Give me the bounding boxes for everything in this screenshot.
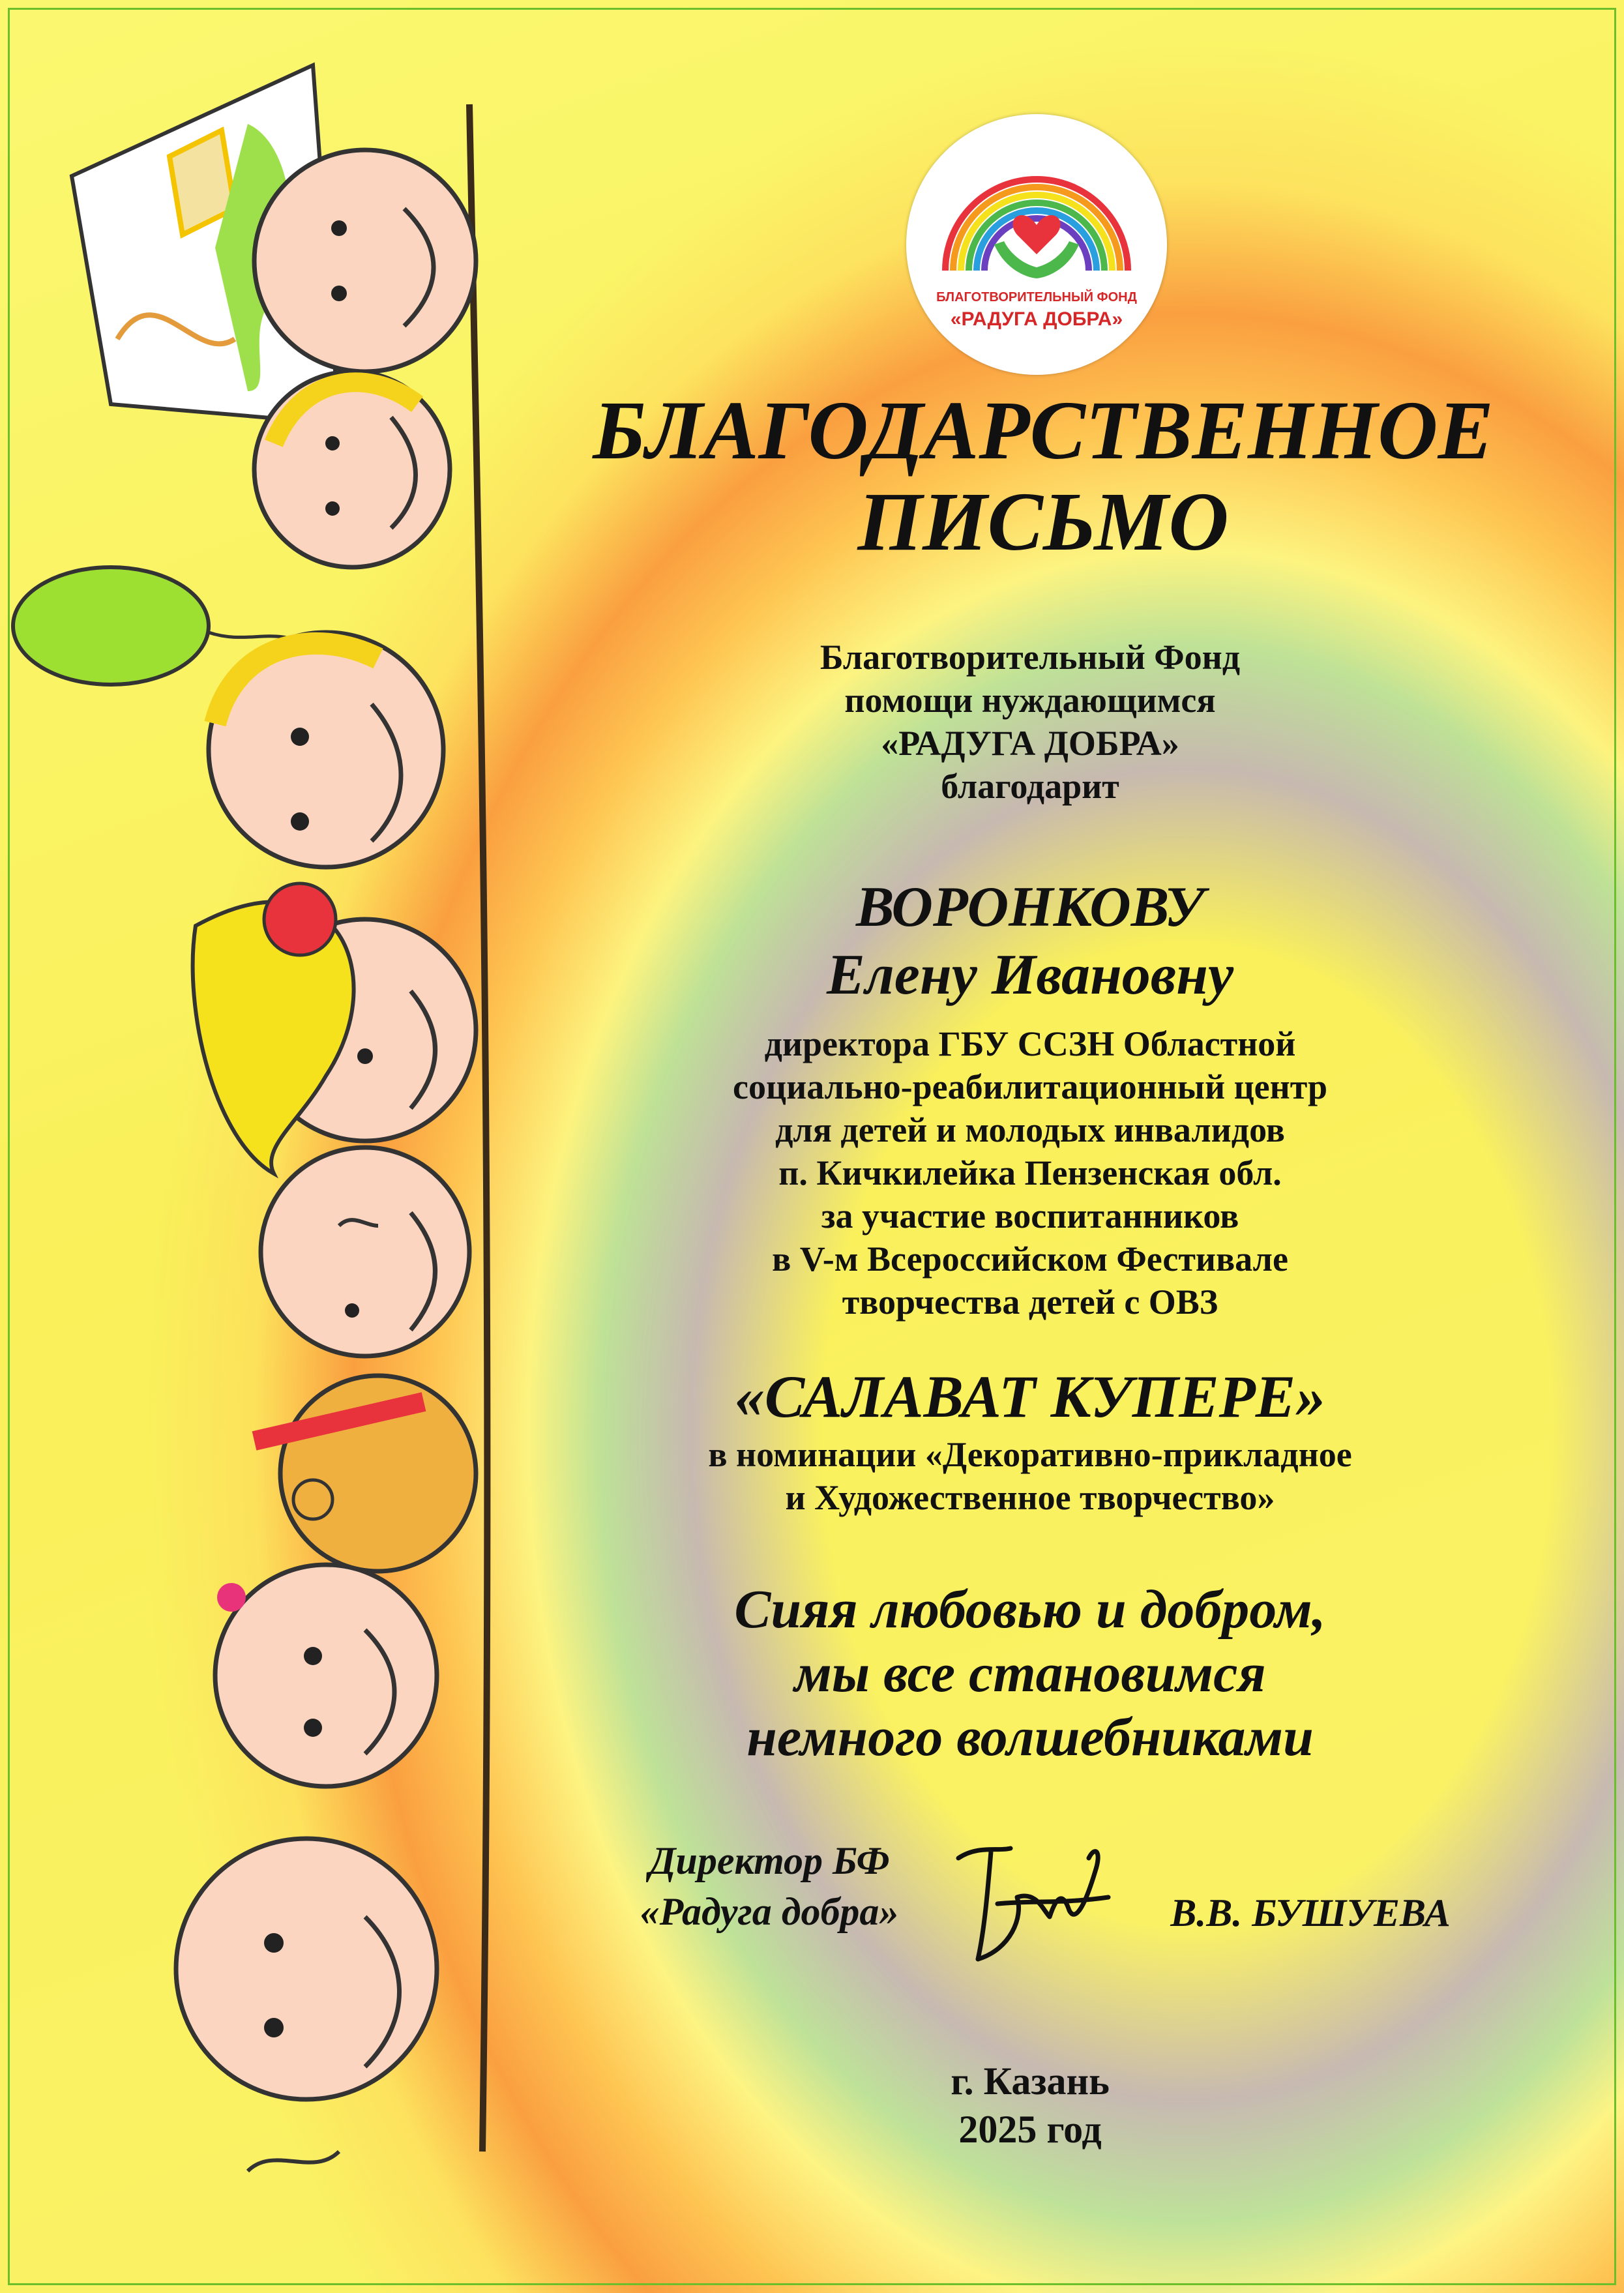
org-line-3: «РАДУГА ДОБРА» <box>881 724 1179 763</box>
details-line-5: за участие воспитанников <box>821 1196 1239 1235</box>
motto-line-1: Сияя любовью и добром, <box>734 1579 1326 1640</box>
kid-face-5 <box>261 1147 469 1356</box>
org-line-2: помощи нуждающимся <box>844 681 1216 720</box>
teddy-bear <box>254 1376 476 1571</box>
festival-name: «САЛАВАТ КУПЕРЕ» <box>734 1363 1326 1430</box>
recipient-name <box>587 874 1473 1009</box>
signatory-role-line-2: «Радуга добра» <box>640 1890 899 1933</box>
signatory-name: В.В. БУШУЕВА <box>1170 1891 1451 1934</box>
logo-caption-large: «РАДУГА ДОБРА» <box>950 308 1123 330</box>
org-line-1: Благотворительный Фонд <box>819 638 1241 677</box>
logo-caption-small: БЛАГОТВОРИТЕЛЬНЫЙ ФОНД <box>936 290 1137 304</box>
handwritten-signature <box>939 1819 1121 1969</box>
motto-block <box>587 1578 1473 1769</box>
recipient-details <box>587 1022 1473 1324</box>
recipient-surname: ВОРОНКОВУ <box>855 876 1205 939</box>
details-line-2: социально-реабилитационный центр <box>733 1067 1327 1106</box>
cartoon-kids-illustration <box>0 0 509 2293</box>
organization-block <box>652 636 1408 808</box>
signatory-role <box>587 1835 952 1937</box>
details-line-1: директора ГБУ ССЗН Областной <box>764 1024 1296 1063</box>
kid-face-4-with-hat <box>193 883 476 1174</box>
details-line-3: для детей и молодых инвалидов <box>775 1110 1285 1149</box>
document-title <box>535 385 1552 567</box>
signatory-role-line-1: Директор БФ <box>649 1839 890 1882</box>
city: г. Казань <box>951 2060 1110 2103</box>
kid-face-3 <box>209 632 443 867</box>
org-line-4: благодарит <box>941 767 1119 806</box>
kid-face-1 <box>254 150 476 372</box>
motto-line-3: немного волшебниками <box>746 1707 1314 1768</box>
motto-line-2: мы все становимся <box>794 1643 1266 1704</box>
kid-face-6 <box>215 1565 437 1786</box>
year: 2025 год <box>958 2108 1102 2151</box>
kid-face-2 <box>254 372 450 567</box>
nomination-block <box>587 1433 1473 1519</box>
details-line-7: творчества детей с ОВЗ <box>842 1282 1218 1322</box>
title-line-2: ПИСЬМО <box>857 475 1229 568</box>
details-line-4: п. Кичкилейка Пензенская обл. <box>778 1153 1282 1192</box>
rainbow-hands-heart-icon <box>906 114 1167 375</box>
details-line-6: в V-м Всероссийском Фестивале <box>772 1239 1288 1279</box>
nomination-line-2: и Художественное творчество» <box>785 1478 1275 1517</box>
recipient-given-name: Елену Ивановну <box>826 943 1234 1007</box>
title-line-1: БЛАГОДАРСТВЕННОЕ <box>593 384 1494 477</box>
kid-face-7 <box>176 1839 437 2171</box>
foundation-logo <box>906 114 1167 375</box>
nomination-line-1: в номинации «Декоративно-прикладное <box>708 1435 1352 1474</box>
place-and-date <box>782 2057 1278 2153</box>
